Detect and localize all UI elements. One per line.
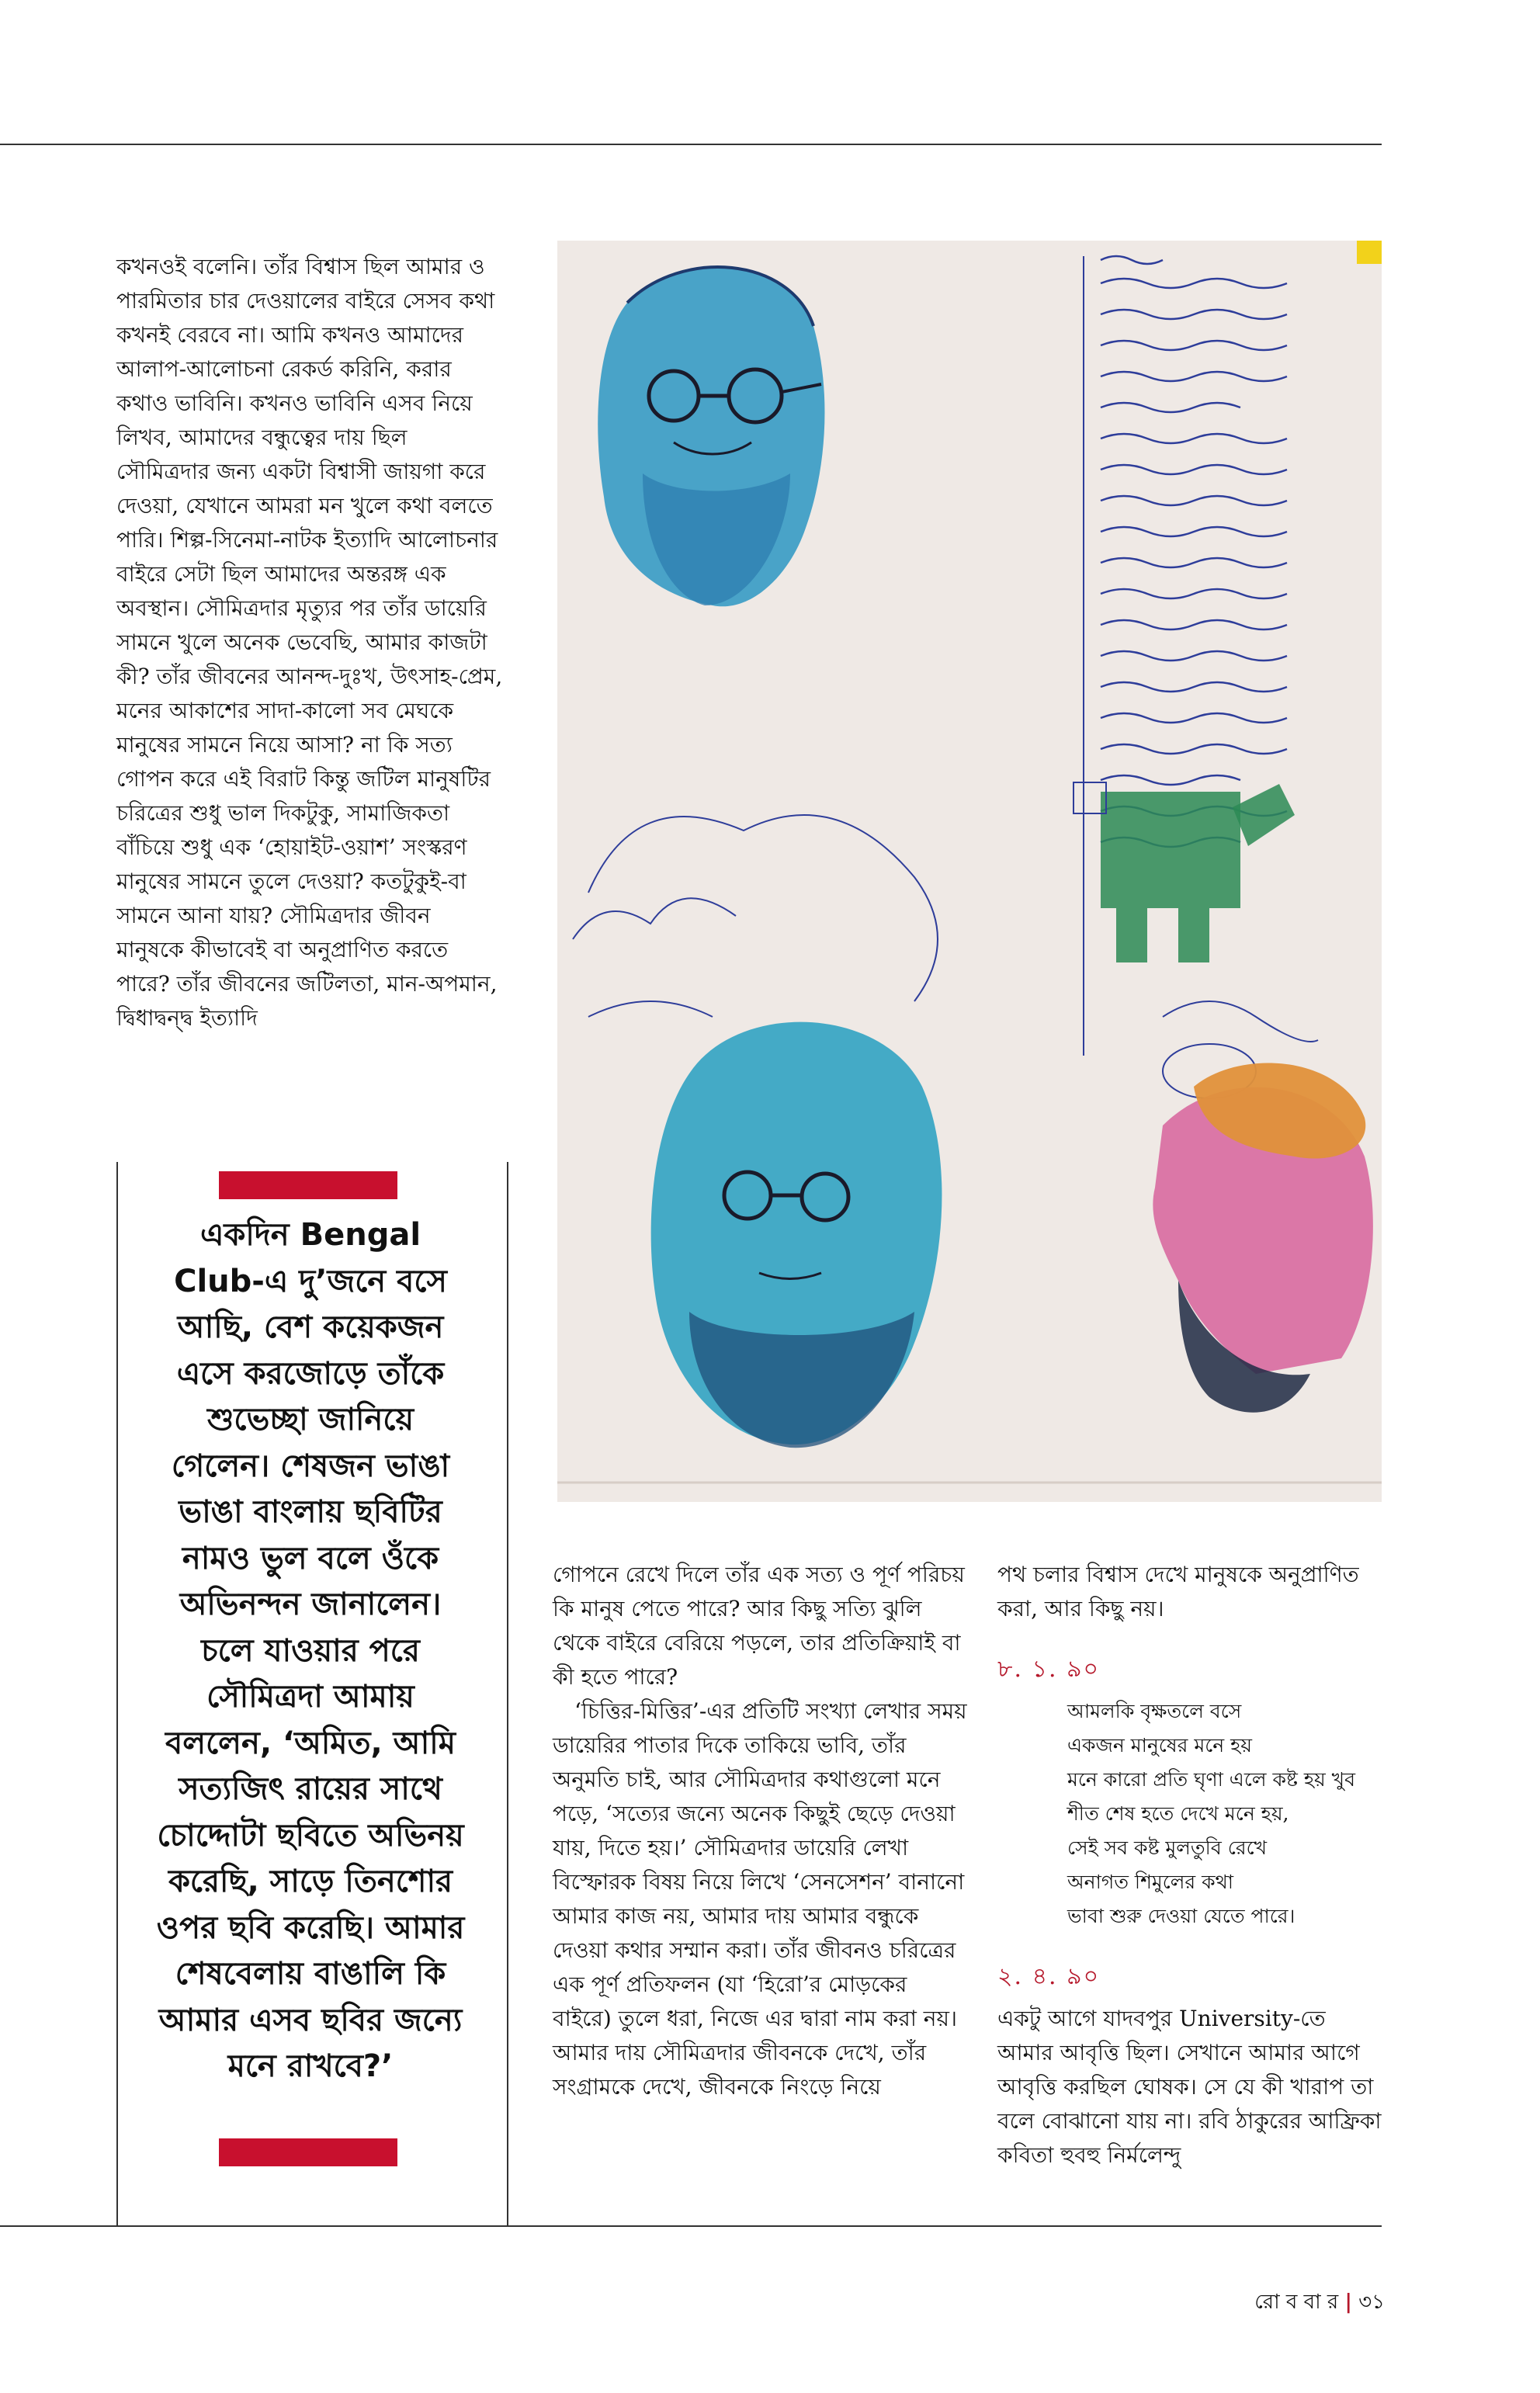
poem-line: আমলকি বৃক্ষতলে বসে bbox=[1067, 1700, 1242, 1722]
column-divider bbox=[507, 1162, 508, 2225]
diary-date-heading: ৮. ১. ৯০ bbox=[997, 1656, 1101, 1683]
top-rule bbox=[0, 144, 1382, 145]
page-number: ৩১ bbox=[1358, 2291, 1385, 2314]
pull-quote bbox=[116, 1162, 508, 2225]
bottom-rule bbox=[0, 2225, 1382, 2227]
poem-line: শীত শেষ হতে দেখে মনে হয়, bbox=[1067, 1802, 1289, 1825]
article-paragraph: ‘চিত্তির-মিত্তির’-এর প্রতিটি সংখ্যা লেখার সময় ডায়েরির পাতার দিকে তাকিয়ে ভাবি, তাঁর অনুমতি চাই, আর সৌমিত্রদার কথাগুলো মনে পড়ে, ‘সত্যের জন্যে অনেক কিছুই ছেড়ে দেওয়া যায়, দিতে হয়।’ সৌমিত্রদার ডায়েরি লেখা বিস্ফোরক বিষয় নিয়ে লিখে ‘সেনসেশন’ বানানো আমার কাজ নয়, আমার দায় আমার বন্ধুকে দেওয়া কথার সম্মান করা। তাঁর জীবনও চরিত্রের এক পূর্ণ প্রতিফলন (যা ‘হিরো’র মোড়কের বাইরে) তুলে ধরা, নিজে এর দ্বারা নাম করা নয়। আমার দায় সৌমিত্রদার জীবনকে দেখে, তাঁর সংগ্রামকে দেখে, জীবনকে নিংড়ে নিয়ে bbox=[553, 1698, 967, 2100]
poem-line: মনে কারো প্রতি ঘৃণা এলে কষ্ট হয় খুব bbox=[1067, 1768, 1356, 1791]
pull-quote-text: একদিন Bengal Club-এ দু’জনে বসে আছি, বেশ কয়েকজন এসে করজোড়ে তাঁকে শুভেচ্ছা জানিয়ে গেলেন। শেষজন ভাঙা ভাঙা বাংলায় ছবিটির নামও ভুল বলে ওঁকে অভিনন্দন জানালেন। চলে যাওয়ার পরে সৌমিত্রদা আমায় বললেন, ‘অমিত, আমি সত্যজিৎ রায়ের সাথে চোদ্দোটা ছবিতে অভিনয় করেছি, সাড়ে তিনশোর ওপর ছবি করেছি। আমার শেষবেলায় বাঙালি কি আমার এসব ছবির জন্যে মনে রাখবে?’ bbox=[156, 1217, 465, 2084]
diary-date-heading: ২. ৪. ৯০ bbox=[997, 1963, 1101, 1990]
diary-sketch-image bbox=[557, 241, 1382, 1502]
article-paragraph: পথ চলার বিশ্বাস দেখে মানুষকে অনুপ্রাণিত করা, আর কিছু নয়। bbox=[997, 1562, 1359, 1621]
article-paragraph: একটু আগে যাদবপুর University-তে আমার আবৃত্তি ছিল। সেখানে আমার আগে আবৃত্তি করছিল ঘোষক। সে যে কী খারাপ তা বলে বোঝানো যায় না। রবি ঠাকুরের আফ্রিকা কবিতা হুবহু নির্মলেন্দু bbox=[997, 2006, 1382, 2168]
poem-line: অনাগত শিমুলের কথা bbox=[1067, 1871, 1234, 1893]
magazine-name: রো ব বা র bbox=[1254, 2291, 1339, 2314]
poem-line: ভাবা শুরু দেওয়া যেতে পারে। bbox=[1067, 1905, 1295, 1927]
page-folio bbox=[1254, 2286, 1385, 2320]
article-paragraph: কখনওই বলেনি। তাঁর বিশ্বাস ছিল আমার ও পারমিতার চার দেওয়ালের বাইরে সেসব কথা কখনই বেরবে না। আমি কখনও আমাদের আলাপ-আলোচনা রেকর্ড করিনি, করার কথাও ভাবিনি। কখনও ভাবিনি এসব নিয়ে লিখব, আমাদের বন্ধুত্বের দায় ছিল সৌমিত্রদার জন্য একটা বিশ্বাসী জায়গা করে দেওয়া, যেখানে আমরা মন খুলে কথা বলতে পারি। শিল্প-সিনেমা-নাটক ইত্যাদি আলোচনার বাইরে সেটা ছিল আমাদের অন্তরঙ্গ এক অবস্থান। সৌমিত্রদার মৃত্যুর পর তাঁর ডায়েরি সামনে খুলে অনেক ভেবেছি, আমার কাজটা কী? তাঁর জীবনের আনন্দ-দুঃখ, উৎসাহ-প্রেম, মনের আকাশের সাদা-কালো সব মেঘকে মানুষের সামনে নিয়ে আসা? না কি সত্য গোপন করে এই বিরাট কিন্তু জটিল মানুষটির চরিত্রের শুধু ভাল দিকটুকু, সামাজিকতা বাঁচিয়ে শুধু এক ‘হোয়াইট-ওয়াশ’ সংস্করণ মানুষের সামনে তুলে দেওয়া? কতটুকুই-বা সামনে আনা যায়? সৌমিত্রদার জীবন মানুষকে কীভাবেই বা অনুপ্রাণিত করতে পারে? তাঁর জীবনের জটিলতা, মান-অপমান, দ্বিধাদ্বন্দ্ব ইত্যাদি bbox=[116, 254, 503, 1031]
poem-line: সেই সব কষ্ট মুলতুবি রেখে bbox=[1067, 1836, 1268, 1859]
article-column-right bbox=[997, 1558, 1386, 2225]
article-column-left bbox=[116, 250, 505, 1119]
folio-separator: | bbox=[1344, 2291, 1352, 2314]
article-paragraph: গোপনে রেখে দিলে তাঁর এক সত্য ও পূর্ণ পরিচয় কি মানুষ পেতে পারে? আর কিছু সত্যি ঝুলি থেকে বাইরে বেরিয়ে পড়লে, তার প্রতিক্রিয়াই বা কী হতে পারে? bbox=[553, 1562, 965, 1690]
pull-quote-top-bar bbox=[219, 1171, 397, 1199]
poem-line: একজন মানুষের মনে হয় bbox=[1067, 1734, 1252, 1757]
diary-poem bbox=[997, 1694, 1386, 1933]
article-column-middle bbox=[553, 1558, 972, 2233]
pull-quote-bottom-bar bbox=[219, 2138, 397, 2166]
